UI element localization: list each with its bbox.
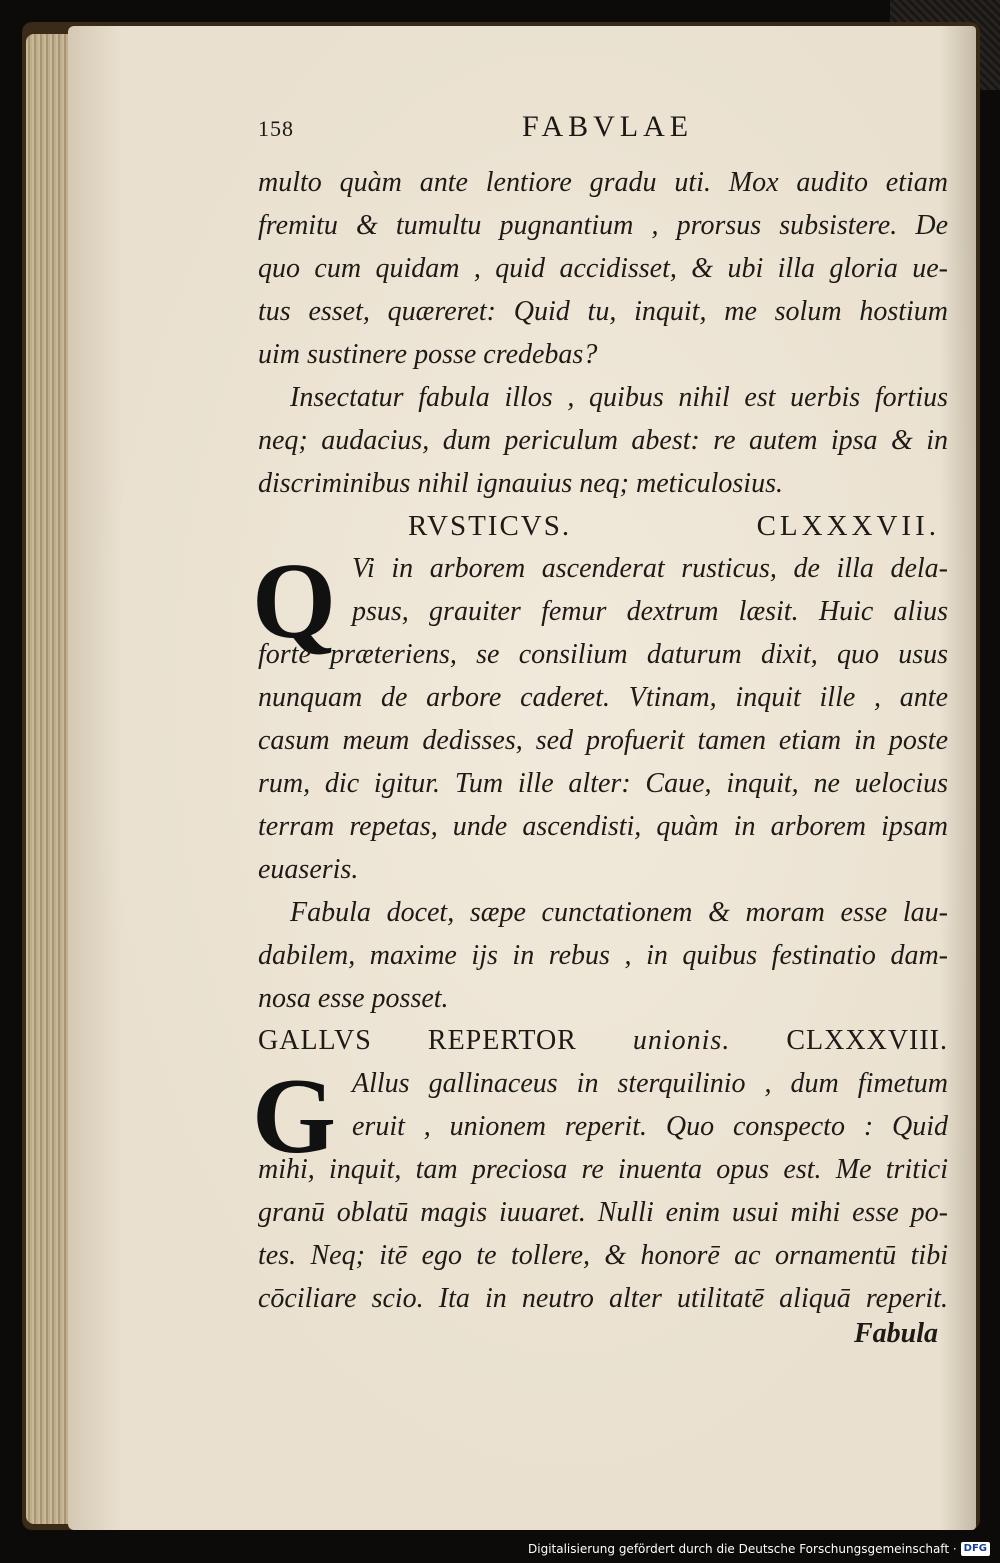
moral-line: discriminibus nihil ignauius neq; meticulosius.	[258, 468, 783, 499]
running-title: FABVLAE	[522, 110, 694, 143]
text-line: quo cum quidam , quid accidisset, & ubi illa gloria ue-	[258, 253, 948, 284]
fable-heading	[258, 1020, 948, 1062]
running-head	[258, 110, 948, 150]
text-line: granū oblatū magis iuuaret. Nulli enim usui mihi esse po-	[258, 1197, 948, 1228]
text-line: Vi in arborem ascenderat rusticus, de illa dela-	[352, 553, 948, 584]
text-line: rum, dic igitur. Tum ille alter: Caue, inquit, ne uelocius	[258, 768, 948, 799]
fable-number: CLXXXVII.	[756, 510, 940, 542]
drop-capital: Q	[252, 542, 337, 661]
text-line: forte præteriens, se consilium daturum dixit, quo usus	[258, 639, 948, 670]
moral-line: Insectatur fabula illos , quibus nihil est uerbis fortius	[290, 382, 948, 413]
moral-line: dabilem, maxime ijs in rebus , in quibus festinatio dam-	[258, 940, 948, 971]
text-line: psus, grauiter femur dextrum læsit. Huic alius	[352, 596, 948, 627]
fable-title-italic: unionis.	[632, 1025, 731, 1056]
page-number: 158	[258, 116, 294, 141]
text-line: cōciliare scio. Ita in neutro alter utilitatē aliquā reperit.	[258, 1283, 948, 1314]
moral-line: neq; audacius, dum periculum abest: re autem ipsa & in	[258, 425, 948, 456]
text-line: terram repetas, unde ascendisti, quàm in arborem ipsam	[258, 811, 948, 842]
dfg-logo-icon: DFG	[961, 1542, 990, 1556]
fable-heading	[258, 505, 948, 547]
text-line: mihi, inquit, tam preciosa re inuenta opus est. Me tritici	[258, 1154, 948, 1185]
text-line: casum meum dedisses, sed profuerit tamen etiam in poste	[258, 725, 948, 756]
text-line: uim sustinere posse credebas?	[258, 339, 598, 370]
drop-capital: G	[252, 1057, 337, 1176]
fable-title: RVSTICVS.	[408, 510, 572, 542]
moral-line: nosa esse posset.	[258, 983, 449, 1014]
footer-text: Digitalisierung gefördert durch die Deutsche Forschungsgemeinschaft ·	[528, 1542, 957, 1556]
text-line: Allus gallinaceus in sterquilinio , dum fimetum	[352, 1068, 948, 1099]
text-line: nunquam de arbore caderet. Vtinam, inquit ille , ante	[258, 682, 948, 713]
moral-line: Fabula docet, sæpe cunctationem & moram esse lau-	[290, 897, 948, 928]
fable-number: CLXXXVIII.	[786, 1025, 949, 1056]
text-line: fremitu & tumultu pugnantium , prorsus subsistere. De	[258, 210, 948, 241]
text-line: multo quàm ante lentiore gradu uti. Mox audito etiam	[258, 167, 948, 198]
digitization-footer	[528, 1539, 990, 1559]
text-line: eruit , unionem reperit. Quo conspecto : Quid	[352, 1111, 948, 1142]
text-line: tus esset, quæreret: Quid tu, inquit, me solum hostium	[258, 296, 948, 327]
text-line: euaseris.	[258, 854, 359, 885]
catchword: Fabula	[853, 1318, 938, 1349]
text-line: tes. Neq; itē ego te tollere, & honorē ac ornamentū tibi	[258, 1240, 948, 1271]
fable-title: GALLVS REPERTOR	[258, 1025, 577, 1056]
